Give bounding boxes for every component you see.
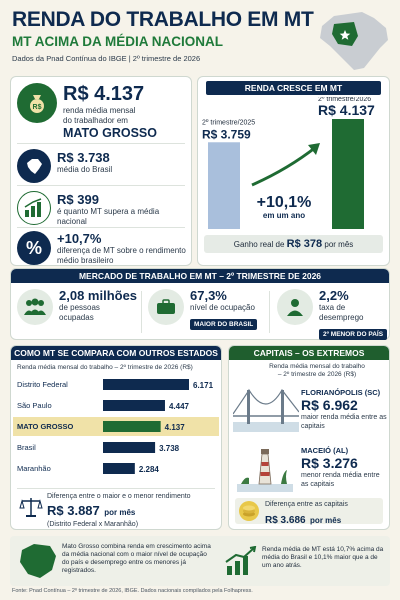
main-income-row [17, 83, 157, 140]
occupation-value: 67,3% [190, 288, 227, 303]
bar-2026-value: R$ 4.137 [318, 102, 375, 118]
states-card [10, 345, 222, 530]
brazil-row [17, 149, 112, 183]
bottom-capital-city: MACEIÓ (AL) [301, 446, 349, 455]
capitals-diff-label: Diferença entre as capitais [265, 501, 348, 508]
capitals-caption: Renda média mensal do trabalho – 2º trimestre de 2026 (R$) [269, 363, 365, 378]
footer-right-text: Renda média de MT está 10,7% acima da média do Brasil e 10,1% maior que a de um ano atrás. [262, 546, 384, 569]
bottom-capital-value: R$ 3.276 [301, 455, 358, 471]
state-bar [103, 400, 165, 411]
bottom-capital-desc: menor renda média entre as capitais [301, 472, 380, 488]
unemployment-desc: taxa de desemprego [319, 303, 364, 322]
state-value: 4.137 [164, 423, 185, 432]
main-income-desc-2: do trabalhador em [63, 116, 128, 125]
state-bar [103, 463, 135, 474]
percent-text [57, 232, 187, 266]
page-title: RENDA DO TRABALHO EM MT [12, 8, 314, 31]
bar-2026 [332, 119, 364, 229]
labor-market-banner: MERCADO DE TRABALHO EM MT – 2º TRIMESTRE DE 2026 [11, 269, 389, 283]
main-income-value: R$ 4.137 [63, 83, 145, 105]
people-icon [17, 289, 53, 325]
brazil-text [57, 151, 112, 175]
real-gain-value: R$ 378 [286, 238, 323, 250]
growth-chart [198, 97, 389, 237]
divider [17, 143, 185, 144]
growth-card [197, 76, 390, 266]
difference-desc: é quanto MT supera a média nacional [57, 207, 160, 226]
state-bar [103, 442, 155, 453]
real-gain-suffix: por mês [324, 240, 354, 249]
states-diff-text: Diferença entre o maior e o menor rendimento [47, 493, 191, 500]
state-name: São Paulo [17, 401, 52, 410]
percent-row [17, 231, 187, 266]
state-value: 2.284 [138, 465, 159, 474]
lighthouse-icon [237, 442, 293, 492]
state-name: Brasil [17, 443, 36, 452]
top-capital-city: FLORIANÓPOLIS (SC) [301, 388, 381, 397]
states-banner: COMO MT SE COMPARA COM OUTROS ESTADOS [11, 346, 221, 360]
top-capital [301, 388, 387, 431]
briefcase-icon [148, 289, 184, 325]
states-difference [47, 492, 217, 530]
summary-card [10, 76, 192, 266]
states-diff-line [47, 502, 217, 520]
real-gain-label: Ganho real de [233, 240, 285, 249]
unemployment-item [277, 289, 389, 341]
employed-item [17, 288, 138, 325]
divider [141, 291, 142, 333]
bridge-icon [233, 384, 299, 432]
percent-desc: diferença de MT sobre o rendimento médio brasileiro [57, 246, 186, 265]
growth-percent: +10,1% [256, 194, 312, 211]
states-caption: Renda média mensal do trabalho – 2º trimestre de 2026 (R$) [17, 364, 193, 371]
percent-icon: % [17, 231, 51, 265]
mt-map-icon [18, 542, 58, 580]
growth-period-label: em um ano [262, 211, 306, 220]
percent-value: +10,7% [57, 231, 102, 246]
state-name: Maranhão [17, 464, 51, 473]
main-income-desc-1: renda média mensal [63, 106, 136, 115]
capitals-diff-line [265, 510, 341, 528]
employed-value: 2,08 milhões [59, 288, 138, 303]
state-bar [103, 421, 161, 432]
top-capital-value: R$ 6.962 [301, 397, 358, 413]
difference-value: R$ 399 [57, 192, 99, 207]
unemployment-badge: 2º MENOR DO PAÍS [319, 329, 387, 340]
trend-chart-icon [224, 546, 258, 576]
difference-row [17, 191, 185, 227]
capitals-card [228, 345, 390, 530]
occupation-desc: nível de ocupação [190, 303, 255, 312]
page-subtitle: MT ACIMA DA MÉDIA NACIONAL [12, 34, 223, 49]
source-line: Dados da Pnad Contínua do IBGE | 2º trimestre de 2026 [12, 54, 201, 63]
divider [17, 488, 215, 489]
bottom-capital [301, 446, 387, 489]
svg-text:R$: R$ [32, 104, 42, 111]
state-name: Distrito Federal [17, 380, 68, 389]
labor-market-card [10, 268, 390, 340]
person-icon [277, 289, 313, 325]
brazil-value: R$ 3.738 [57, 150, 110, 165]
state-value: 3.738 [159, 444, 180, 453]
state-bar [103, 379, 189, 390]
state-value: 4.447 [168, 402, 190, 411]
occupation-item [148, 289, 257, 331]
difference-text [57, 193, 185, 227]
occupation-badge: MAIOR DO BRASIL [190, 319, 257, 330]
capitals-difference [235, 498, 383, 524]
capitals-diff-value: R$ 3.686 [265, 515, 306, 526]
top-capital-desc: maior renda média entre as capitais [301, 414, 387, 430]
brazil-map-icon [312, 6, 392, 74]
brazil-desc: média do Brasil [57, 165, 113, 174]
main-income-text [63, 83, 157, 140]
source-footnote: Fonte: Pnad Contínua – 2º trimestre de 2026, IBGE. Dados nacionais compilados pela Folhapress. [12, 588, 253, 594]
divider [269, 291, 270, 333]
coins-icon [239, 501, 259, 521]
growth-arrow [252, 147, 316, 185]
state-name: MATO GROSSO [17, 422, 74, 431]
main-income-state: MATO GROSSO [63, 126, 157, 140]
employed-desc: de pessoas ocupadas [59, 303, 100, 322]
bar-2025 [208, 142, 240, 229]
scale-icon [19, 496, 43, 523]
footer-left-text: Mato Grosso combina renda em crescimento acima da média nacional com o maior nível de ocupação do país e desemprego entre os menores já registrados. [62, 543, 211, 574]
occupation-text [190, 289, 257, 331]
state-value: 6.171 [193, 381, 214, 390]
capitals-diff-suffix: por mês [310, 516, 342, 525]
growth-banner: RENDA CRESCE EM MT [206, 81, 381, 95]
states-chart [11, 374, 221, 486]
divider [17, 227, 185, 228]
bar-2025-value: R$ 3.759 [202, 127, 251, 142]
bar-2026-period: 2º trimestre/2026 [318, 97, 372, 103]
footer-box [10, 536, 390, 586]
brazil-map-icon [17, 149, 51, 183]
states-diff-suffix: por mês [104, 508, 136, 517]
money-bag-icon [17, 83, 57, 123]
growth-bars-icon [17, 191, 51, 225]
states-diff-note: (Distrito Federal x Maranhão) [47, 521, 139, 528]
unemployment-value: 2,2% [319, 288, 349, 303]
bar-2025-period: 2º trimestre/2025 [202, 119, 256, 127]
capitals-banner: CAPITAIS – OS EXTREMOS [229, 346, 389, 360]
employed-text [59, 288, 138, 323]
header [12, 8, 312, 63]
divider [17, 185, 185, 186]
unemployment-text [319, 289, 389, 341]
real-gain-box [204, 235, 383, 253]
states-diff-value: R$ 3.887 [47, 503, 100, 518]
